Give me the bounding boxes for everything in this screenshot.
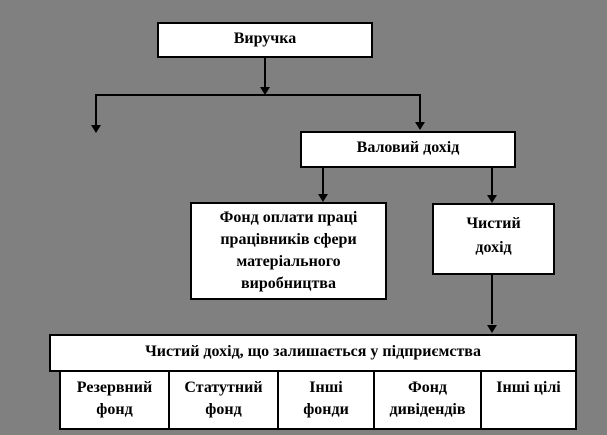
arrowhead-down-icon xyxy=(415,122,425,130)
allocation-row xyxy=(59,370,577,430)
connector-gross-to-wage xyxy=(322,168,324,194)
allocation-cell-label: Резервний фонд xyxy=(76,379,153,418)
retained-income-box xyxy=(49,334,577,372)
connector-gross-to-net xyxy=(491,168,493,195)
connector-split-bar xyxy=(95,94,421,96)
wage-fund-label: Фонд оплати праці працівників сфери матеріального виробництва xyxy=(219,209,358,292)
net-income-box xyxy=(432,203,555,275)
retained-income-label: Чистий дохід, що залишається у підприємства xyxy=(145,343,481,360)
allocation-cell-other-purposes xyxy=(480,370,577,430)
allocation-cell-statutory-fund xyxy=(168,370,279,430)
connector-revenue-drop xyxy=(264,58,266,88)
gross-income-box xyxy=(300,131,516,168)
allocation-cell-reserve-fund xyxy=(59,370,170,430)
arrowhead-down-icon xyxy=(91,125,101,133)
arrowhead-down-icon xyxy=(487,195,497,203)
revenue-box xyxy=(157,22,373,58)
allocation-cell-label: Фонд дивідендів xyxy=(389,379,466,418)
revenue-label: Виручка xyxy=(233,29,297,47)
allocation-cell-label: Статутний фонд xyxy=(184,379,263,418)
allocation-cell-label: Інші цілі xyxy=(496,379,561,396)
allocation-cell-other-funds xyxy=(277,370,375,430)
connector-net-to-retained xyxy=(491,275,493,324)
gross-income-label: Валовий дохід xyxy=(356,139,460,156)
allocation-cell-dividend-fund xyxy=(373,370,482,430)
arrowhead-down-icon xyxy=(487,325,497,333)
net-income-label: Чистий дохід xyxy=(466,215,521,256)
connector-right-branch xyxy=(419,94,421,122)
connector-left-branch xyxy=(95,94,97,125)
wage-fund-box xyxy=(190,202,387,300)
arrowhead-down-icon xyxy=(318,194,328,202)
allocation-cell-label: Інші фонди xyxy=(303,379,349,418)
